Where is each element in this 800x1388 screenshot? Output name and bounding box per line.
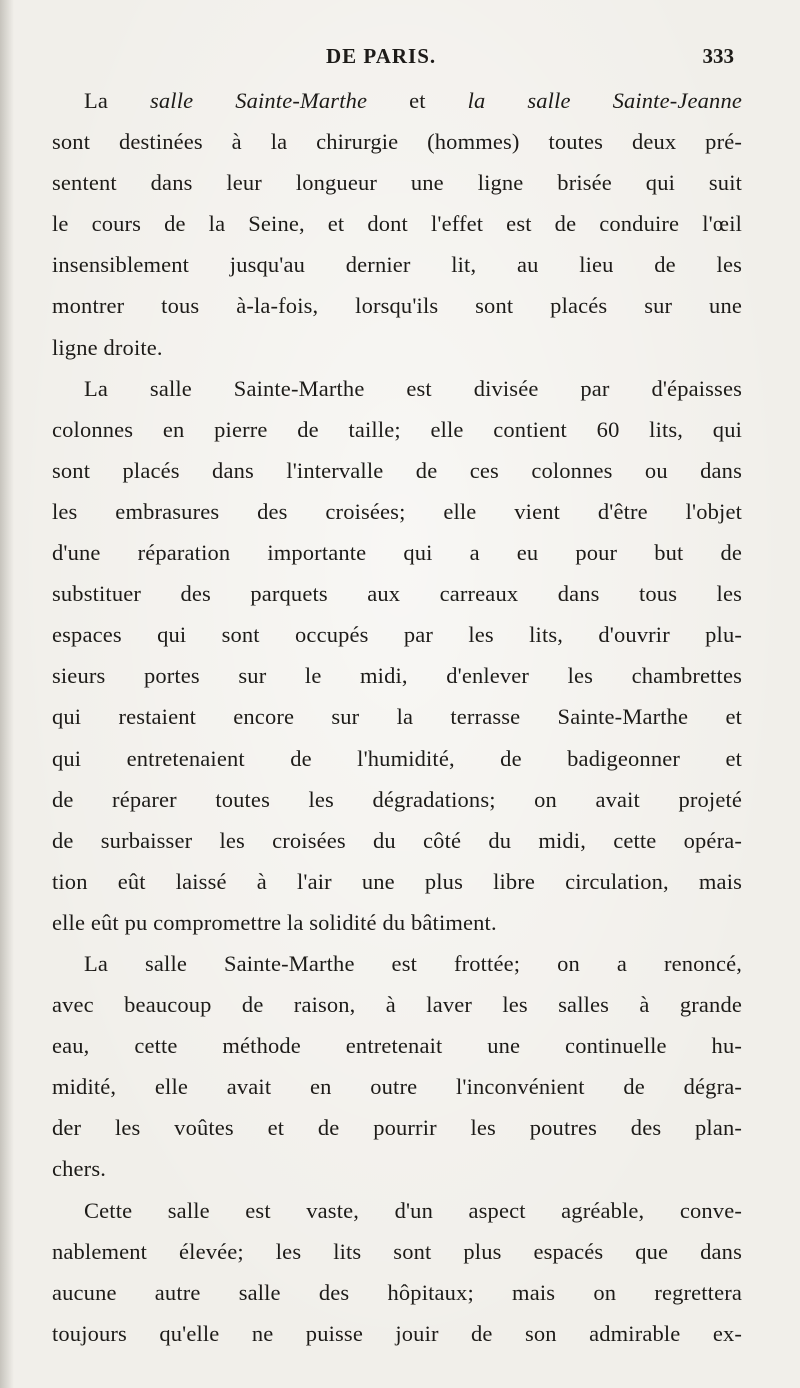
text-line: insensiblement jusqu'au dernier lit, au lieu de les (52, 252, 742, 278)
text-line: colonnes en pierre de taille; elle contient 60 lits, qui (52, 416, 742, 442)
text-line: sont destinées à la chirurgie (hommes) toutes deux pré- (52, 129, 742, 155)
text-line: chers. (52, 1156, 106, 1182)
text-line: sont placés dans l'intervalle de ces colonnes ou dans (52, 457, 742, 483)
text-line: qui entretenaient de l'humidité, de badigeonner et (52, 745, 742, 771)
text-line: aucune autre salle des hôpitaux; mais on regrettera (52, 1279, 742, 1305)
text-line: midité, elle avait en outre l'inconvénient de dégra- (52, 1074, 742, 1100)
text-line: substituer des parquets aux carreaux dans tous les (52, 581, 742, 607)
text-line: nablement élevée; les lits sont plus espacés que dans (52, 1238, 742, 1264)
text-fragment: et (367, 88, 468, 113)
binding-shadow (0, 0, 14, 1388)
page-number: 333 (702, 44, 734, 68)
text-line: espaces qui sont occupés par les lits, d'ouvrir plu- (52, 622, 742, 648)
body-text (52, 80, 742, 1354)
text-line: avec beaucoup de raison, à laver les salles à grande (52, 992, 742, 1018)
text-line: Cette salle est vaste, d'un aspect agréable, conve- (84, 1197, 742, 1223)
text-line: d'une réparation importante qui a eu pour but de (52, 540, 742, 566)
text-line: qui restaient encore sur la terrasse Sainte-Marthe et (52, 704, 742, 730)
text-line: montrer tous à-la-fois, lorsqu'ils sont placés sur une (52, 293, 742, 319)
text-line: eau, cette méthode entretenait une continuelle hu- (52, 1033, 742, 1059)
italic-term: la salle Sainte-Jeanne (467, 88, 742, 113)
text-line: toujours qu'elle ne puisse jouir de son admirable ex- (52, 1320, 742, 1346)
running-head (54, 44, 734, 76)
text-line: de surbaisser les croisées du côté du midi, cette opéra- (52, 827, 742, 853)
text-line: elle eût pu compromettre la solidité du bâtiment. (52, 909, 497, 935)
text-line: ligne droite. (52, 334, 163, 360)
text-line: les embrasures des croisées; elle vient d'être l'objet (52, 498, 742, 524)
italic-term: salle Sainte-Marthe (150, 88, 368, 113)
text-line: sentent dans leur longueur une ligne brisée qui suit (52, 170, 742, 196)
text-line: sieurs portes sur le midi, d'enlever les chambrettes (52, 663, 742, 689)
text-line: de réparer toutes les dégradations; on avait projeté (52, 786, 742, 812)
text-line: La salle Sainte-Marthe est frottée; on a renoncé, (84, 950, 742, 976)
text-line: La salle Sainte-Marthe est divisée par d'épaisses (84, 375, 742, 401)
text-line: der les voûtes et de pourrir les poutres des plan- (52, 1115, 742, 1141)
text-fragment: La (84, 88, 150, 113)
text-line: tion eût laissé à l'air une plus libre circulation, mais (52, 868, 742, 894)
text-line (52, 80, 742, 121)
text-line: le cours de la Seine, et dont l'effet est de conduire l'œil (52, 211, 742, 237)
running-head-title: DE PARIS. (326, 44, 437, 68)
